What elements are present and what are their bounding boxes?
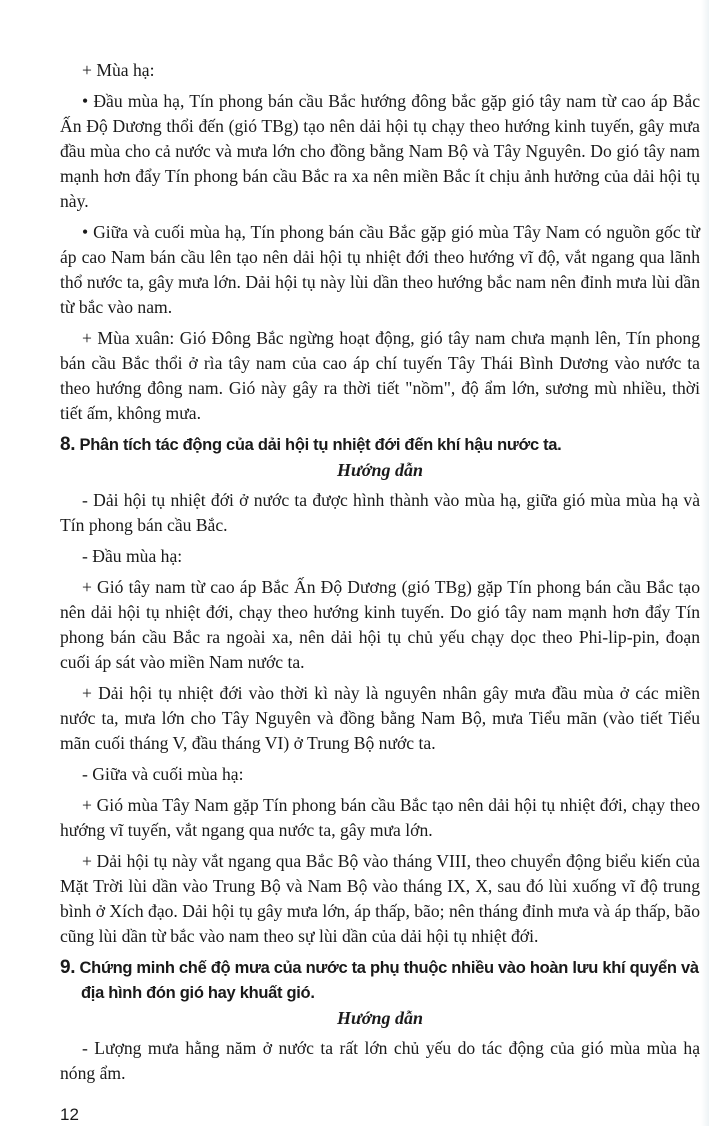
question-title: Chứng minh chế độ mưa của nước ta phụ thuộc nhiều vào hoàn lưu khí quyển và địa hình đón gió hay khuất gió. xyxy=(79,959,699,1002)
paragraph: • Giữa và cuối mùa hạ, Tín phong bán cầu Bắc gặp gió mùa Tây Nam có nguồn gốc từ áp cao Nam bán cầu lên tạo nên dải hội tụ nhiệt đới theo hướng vĩ độ, vắt ngang qua lãnh thổ nước ta, gây mưa lớn. Dải hội tụ này lùi dần theo hướng bắc nam nên đỉnh mưa lùi dần từ bắc vào nam. xyxy=(60,222,700,317)
paragraph: + Mùa xuân: Gió Đông Bắc ngừng hoạt động, gió tây nam chưa mạnh lên, Tín phong bán cầu Bắc thổi ở rìa tây nam của cao áp chí tuyến Tây Thái Bình Dương vào nước ta theo hướng đông nam. Gió này gây ra thời tiết "nồm", độ ẩm lớn, sương mù nhiều, thời tiết ấm, không mưa. xyxy=(60,328,700,423)
paragraph: + Gió mùa Tây Nam gặp Tín phong bán cầu Bắc tạo nên dải hội tụ nhiệt đới, chạy theo hướng vĩ tuyến, vắt ngang qua nước ta, gây mưa lớn. xyxy=(60,795,700,840)
question-number: 8. xyxy=(60,434,76,455)
page-fold-shadow xyxy=(701,0,709,1126)
paragraph: - Giữa và cuối mùa hạ: xyxy=(82,764,244,784)
paragraph: + Dải hội tụ này vắt ngang qua Bắc Bộ vào tháng VIII, theo chuyển động biểu kiến của Mặt Trời lùi dần vào Trung Bộ và Nam Bộ vào tháng IX, X, sau đó lùi xuống vĩ độ trung bình ở Xích đạo. Dải hội tụ gây mưa lớn, áp thấp, bão; nên tháng đỉnh mưa và áp thấp, bão cũng lùi dần từ bắc vào nam theo sự lùi dần của dải hội tụ nhiệt đới. xyxy=(60,851,700,946)
paragraph: - Lượng mưa hằng năm ở nước ta rất lớn chủ yếu do tác động của gió mùa mùa hạ nóng ẩm. xyxy=(60,1038,700,1083)
guide-heading: Hướng dẫn xyxy=(337,460,423,480)
question-title: Phân tích tác động của dải hội tụ nhiệt đới đến khí hậu nước ta. xyxy=(79,436,562,454)
paragraph: - Dải hội tụ nhiệt đới ở nước ta được hình thành vào mùa hạ, giữa gió mùa mùa hạ và Tín phong bán cầu Bắc. xyxy=(60,490,700,535)
page-number: 12 xyxy=(60,1105,79,1124)
question-number: 9. xyxy=(60,957,76,978)
question-9-heading xyxy=(60,955,700,1006)
paragraph: + Mùa hạ: xyxy=(82,60,155,80)
question-8-heading xyxy=(60,432,700,458)
paragraph: + Gió tây nam từ cao áp Bắc Ấn Độ Dương (gió TBg) gặp Tín phong bán cầu Bắc tạo nên dải hội tụ nhiệt đới, chạy theo hướng kinh tuyến. Do gió tây nam mạnh hơn đẩy Tín phong bán cầu Bắc ra ngoài xa, nên dải hội tụ chủ yếu chạy dọc theo Phi-lip-pin, đoạn cuối áp sát vào miền Nam nước ta. xyxy=(60,577,700,672)
guide-heading: Hướng dẫn xyxy=(337,1008,423,1028)
paragraph: • Đầu mùa hạ, Tín phong bán cầu Bắc hướng đông bắc gặp gió tây nam từ cao áp Bắc Ấn Độ Dương thổi đến (gió TBg) tạo nên dải hội tụ chạy theo hướng kinh tuyến, gây mưa đầu mùa cho cả nước và mưa lớn cho đồng bằng Nam Bộ và Tây Nguyên. Do gió tây nam mạnh hơn đẩy Tín phong bán cầu Bắc ra xa nên miền Bắc ít chịu ảnh hưởng của dải hội tụ này. xyxy=(60,91,700,211)
document-page xyxy=(60,0,700,1086)
paragraph: - Đầu mùa hạ: xyxy=(82,546,183,566)
paragraph: + Dải hội tụ nhiệt đới vào thời kì này là nguyên nhân gây mưa đầu mùa ở các miền nước ta, mưa lớn cho Tây Nguyên và đồng bằng Nam Bộ, mưa Tiểu mãn (vào tiết Tiểu mãn cuối tháng V, đầu tháng VI) ở Trung Bộ nước ta. xyxy=(60,683,700,753)
